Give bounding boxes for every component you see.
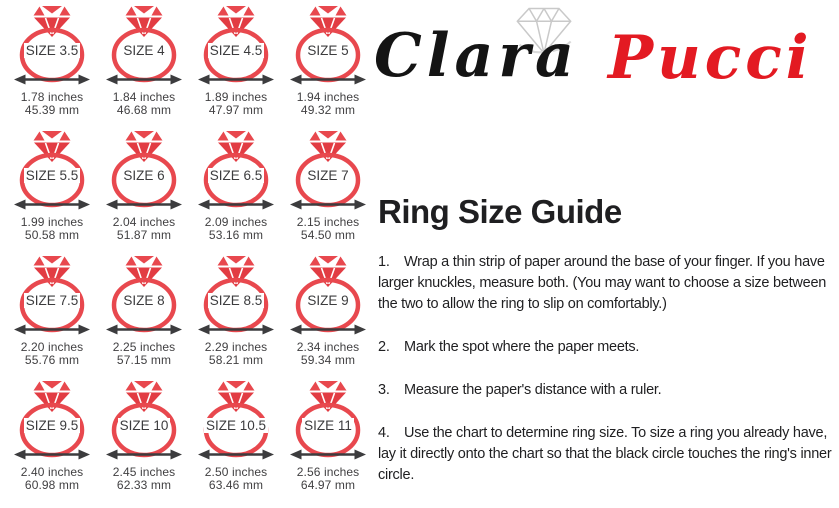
ring-diameter-inches: 2.09 inches bbox=[204, 215, 268, 229]
ring-diameter-inches: 2.34 inches bbox=[296, 340, 360, 354]
instruction-step-number: 3. bbox=[378, 382, 390, 398]
ring-size-cell bbox=[6, 4, 98, 129]
ring-size-cell bbox=[190, 4, 282, 129]
ring-size-label: SIZE 7 bbox=[307, 168, 349, 183]
ring-size-cell bbox=[282, 254, 374, 379]
instruction-step bbox=[378, 380, 834, 401]
ring-diameter-mm: 47.97 mm bbox=[208, 102, 264, 117]
ring-measurement bbox=[278, 91, 378, 116]
ring-measurement bbox=[186, 341, 286, 366]
ring-diameter-mm: 46.68 mm bbox=[116, 102, 172, 117]
ring-measurement bbox=[186, 216, 286, 241]
ring-size-label: SIZE 9 bbox=[307, 293, 349, 308]
ring-size-label: SIZE 8 bbox=[123, 293, 165, 308]
ring-measurement bbox=[278, 341, 378, 366]
ring-diameter-mm: 64.97 mm bbox=[300, 477, 356, 492]
instruction-step-number: 2. bbox=[378, 339, 390, 355]
ring-diameter-mm: 63.46 mm bbox=[208, 477, 264, 492]
ring-size-cell bbox=[6, 254, 98, 379]
ring-measurement bbox=[186, 466, 286, 491]
ring-measurement bbox=[278, 466, 378, 491]
ring-size-label: SIZE 10 bbox=[119, 418, 169, 433]
ring-size-label: SIZE 4 bbox=[123, 43, 165, 58]
diameter-arrow-icon bbox=[14, 450, 90, 460]
ring-size-cell bbox=[190, 254, 282, 379]
ring-size-label: SIZE 5 bbox=[307, 43, 349, 58]
ring-size-cell bbox=[6, 129, 98, 254]
ring-diameter-mm: 57.15 mm bbox=[116, 352, 172, 367]
instruction-list bbox=[378, 252, 834, 508]
ring-size-label: SIZE 6.5 bbox=[209, 168, 263, 183]
ring-size-chart bbox=[6, 4, 374, 504]
brand-name-clara: Clara bbox=[374, 21, 579, 91]
ring-size-label: SIZE 6 bbox=[123, 168, 165, 183]
diameter-arrow-icon bbox=[198, 325, 274, 335]
ring-diameter-inches: 1.78 inches bbox=[20, 90, 84, 104]
diameter-arrow-icon bbox=[14, 325, 90, 335]
diameter-arrow-icon bbox=[198, 200, 274, 210]
ring-size-label: SIZE 9.5 bbox=[25, 418, 79, 433]
ring-diameter-mm: 62.33 mm bbox=[116, 477, 172, 492]
ring-diameter-mm: 51.87 mm bbox=[116, 227, 172, 242]
ring-diameter-mm: 60.98 mm bbox=[24, 477, 80, 492]
brand-name-pucci: Pucci bbox=[608, 23, 813, 93]
ring-size-cell bbox=[282, 379, 374, 504]
instruction-step-text: Wrap a thin strip of paper around the base of your finger. If you have larger knuckles, measure both. (You may want to choose a size between the two to allow the ring to slip on comfortably.) bbox=[378, 254, 827, 312]
diameter-arrow-icon bbox=[198, 450, 274, 460]
diameter-arrow-icon bbox=[290, 450, 366, 460]
ring-measurement bbox=[94, 341, 194, 366]
ring-diameter-inches: 2.29 inches bbox=[204, 340, 268, 354]
ring-diameter-mm: 50.58 mm bbox=[24, 227, 80, 242]
instruction-step-text: Use the chart to determine ring size. To size a ring you already have, lay it directly onto the chart so that the black circle touches the ring's inner circle. bbox=[378, 425, 832, 483]
diameter-arrow-icon bbox=[290, 75, 366, 85]
ring-size-label: SIZE 5.5 bbox=[25, 168, 79, 183]
ring-size-cell bbox=[190, 129, 282, 254]
instruction-step bbox=[378, 423, 834, 486]
ring-measurement bbox=[2, 91, 102, 116]
ring-size-cell bbox=[98, 4, 190, 129]
ring-size-cell bbox=[6, 379, 98, 504]
diameter-arrow-icon bbox=[106, 200, 182, 210]
diameter-arrow-icon bbox=[198, 75, 274, 85]
ring-measurement bbox=[2, 341, 102, 366]
ring-diameter-mm: 49.32 mm bbox=[300, 102, 356, 117]
ring-diameter-mm: 53.16 mm bbox=[208, 227, 264, 242]
ring-diameter-mm: 59.34 mm bbox=[300, 352, 356, 367]
page-title: Ring Size Guide bbox=[378, 193, 622, 230]
brand-logo bbox=[370, 6, 813, 106]
ring-size-cell bbox=[98, 379, 190, 504]
diameter-arrow-icon bbox=[290, 325, 366, 335]
ring-measurement bbox=[186, 91, 286, 116]
instruction-step-text: Measure the paper's distance with a ruler. bbox=[404, 382, 662, 398]
diameter-arrow-icon bbox=[106, 75, 182, 85]
ring-size-cell bbox=[282, 4, 374, 129]
diameter-arrow-icon bbox=[106, 325, 182, 335]
ring-diameter-inches: 2.15 inches bbox=[296, 215, 360, 229]
ring-measurement bbox=[94, 216, 194, 241]
ring-diameter-inches: 1.89 inches bbox=[204, 90, 268, 104]
ring-diameter-inches: 2.40 inches bbox=[20, 465, 84, 479]
ring-size-label: SIZE 4.5 bbox=[209, 43, 263, 58]
diameter-arrow-icon bbox=[14, 200, 90, 210]
ring-diameter-inches: 2.04 inches bbox=[112, 215, 176, 229]
ring-size-label: SIZE 11 bbox=[304, 418, 352, 433]
ring-size-cell bbox=[190, 379, 282, 504]
ring-diameter-inches: 1.84 inches bbox=[112, 90, 176, 104]
ring-measurement bbox=[2, 466, 102, 491]
diameter-arrow-icon bbox=[14, 75, 90, 85]
ring-size-label: SIZE 8.5 bbox=[209, 293, 263, 308]
ring-measurement bbox=[94, 91, 194, 116]
instruction-step bbox=[378, 337, 834, 358]
diameter-arrow-icon bbox=[106, 450, 182, 460]
ring-diameter-inches: 2.25 inches bbox=[112, 340, 176, 354]
instruction-step-number: 1. bbox=[378, 254, 390, 270]
ring-diameter-inches: 2.20 inches bbox=[20, 340, 84, 354]
ring-size-label: SIZE 3.5 bbox=[25, 43, 79, 58]
ring-measurement bbox=[278, 216, 378, 241]
ring-size-label: SIZE 7.5 bbox=[25, 293, 79, 308]
instruction-step-number: 4. bbox=[378, 425, 390, 441]
ring-diameter-inches: 1.99 inches bbox=[20, 215, 84, 229]
ring-size-cell bbox=[98, 129, 190, 254]
ring-diameter-inches: 2.56 inches bbox=[296, 465, 360, 479]
ring-diameter-inches: 1.94 inches bbox=[296, 90, 360, 104]
ring-measurement bbox=[2, 216, 102, 241]
ring-size-cell bbox=[98, 254, 190, 379]
ring-diameter-mm: 45.39 mm bbox=[24, 102, 80, 117]
ring-size-cell bbox=[282, 129, 374, 254]
ring-size-label: SIZE 10.5 bbox=[205, 418, 267, 433]
ring-diameter-inches: 2.50 inches bbox=[204, 465, 268, 479]
instruction-step bbox=[378, 252, 834, 315]
ring-diameter-inches: 2.45 inches bbox=[112, 465, 176, 479]
instruction-step-text: Mark the spot where the paper meets. bbox=[404, 339, 640, 355]
ring-diameter-mm: 54.50 mm bbox=[300, 227, 356, 242]
diameter-arrow-icon bbox=[290, 200, 366, 210]
ring-diameter-mm: 55.76 mm bbox=[24, 352, 80, 367]
ring-measurement bbox=[94, 466, 194, 491]
ring-diameter-mm: 58.21 mm bbox=[208, 352, 264, 367]
